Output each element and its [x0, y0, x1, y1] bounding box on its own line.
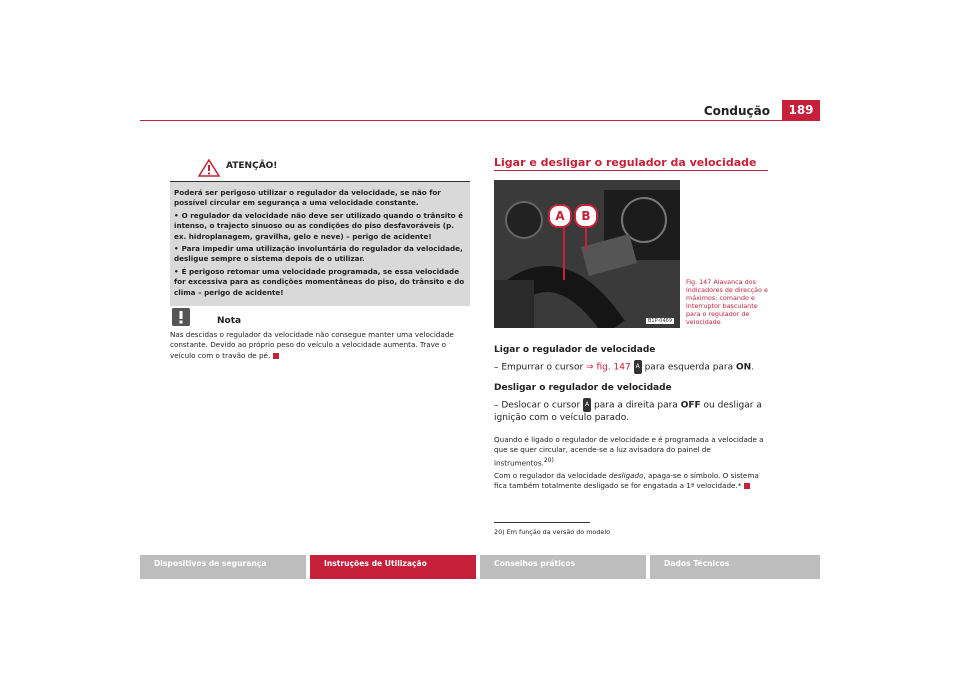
warning-title: ATENÇÃO!	[226, 161, 278, 171]
warning-bullet: • É perigoso retomar uma velocidade programada, se essa velocidade for excessiva para as condições momentâneas do piso, do trânsito e do clima – perigo de acidente!	[174, 267, 466, 298]
info-text	[494, 435, 772, 493]
on-label: ON	[736, 362, 752, 373]
note-text: Nas descidas o regulador da velocidade não consegue manter uma velocidade constante. Devido ao próprio peso do veículo a velocidade aumenta. Trave o veículo com o travão de pé.	[170, 330, 454, 360]
end-marker	[744, 483, 750, 489]
figure-code: B1P-0469	[647, 318, 672, 324]
off-step: – Deslocar o cursor A para a direita para OFF ou desligar a ignição com o veículo parado.	[494, 398, 774, 424]
warning-body	[170, 181, 470, 306]
figure-caption: Fig. 147 Alavanca dos indicadores de direcção e máximos: comando e interruptor basculante para o regulador de velocidade	[686, 278, 768, 326]
on-subtitle: Ligar o regulador de velocidade	[494, 345, 656, 355]
info-paragraph: Quando é ligado o regulador de velocidade e é programada a velocidade a que se quer circular, acende-se a luz avisadora do painel de instrumentos.$^{20)}$	[494, 435, 764, 468]
callout-b: B	[574, 204, 598, 228]
off-label: OFF	[680, 400, 701, 411]
warning-paragraph: Poderá ser perigoso utilizar o regulador da velocidade, se não for possível circular em segurança a uma velocidade constante.	[174, 188, 441, 208]
warning-triangle-icon	[198, 159, 220, 177]
chapter-title: Condução	[703, 104, 770, 118]
footnote-divider	[494, 522, 590, 523]
end-marker	[273, 353, 279, 359]
section-title: Ligar e desligar o regulador da velocidade	[494, 156, 757, 169]
section-divider	[494, 170, 768, 171]
page-number: 189	[782, 100, 820, 120]
callout-a: A	[548, 204, 572, 228]
footnote: 20) Em função da versão do modelo	[494, 528, 611, 536]
info-paragraph: Com o regulador da velocidade desligado, apaga-se o símbolo. O sistema fica também totalmente desligado se for engatada a 1ª velocidade.*	[494, 470, 759, 491]
off-subtitle: Desligar o regulador de velocidade	[494, 383, 672, 393]
warning-box	[170, 157, 470, 297]
tab-conselhos-praticos[interactable]: Conselhos práticos	[480, 555, 646, 579]
tab-dados-tecnicos[interactable]: Dados Técnicos	[650, 555, 820, 579]
figure-cruise-control-lever	[494, 180, 680, 328]
note-title: Nota	[217, 316, 242, 326]
header-divider	[140, 120, 820, 121]
note-icon	[172, 308, 190, 326]
tab-dispositivos-seguranca[interactable]: Dispositivos de segurança	[140, 555, 306, 579]
footer-nav	[140, 555, 820, 579]
figure-link[interactable]: ⇒ fig. 147	[586, 362, 631, 373]
tab-instrucoes-utilizacao[interactable]: Instruções de Utilização	[310, 555, 476, 579]
on-step: – Empurrar o cursor ⇒ fig. 147 A para esquerda para ON.	[494, 360, 774, 374]
control-badge: A	[583, 398, 591, 412]
warning-bullet: • O regulador da velocidade não deve ser utilizado quando o trânsito é intenso, o trajecto sinuoso ou as condições do piso desfavoráveis (p. ex. hidroplanagem, gravilha, gelo e neve) – perigo de acidente!	[174, 211, 466, 242]
figure-illustration	[494, 180, 680, 328]
warning-header	[170, 157, 470, 175]
control-badge: A	[634, 360, 642, 374]
warning-bullet: • Para impedir uma utilização involuntária do regulador da velocidade, desligue sempre o sistema depois de o utilizar.	[174, 244, 466, 265]
